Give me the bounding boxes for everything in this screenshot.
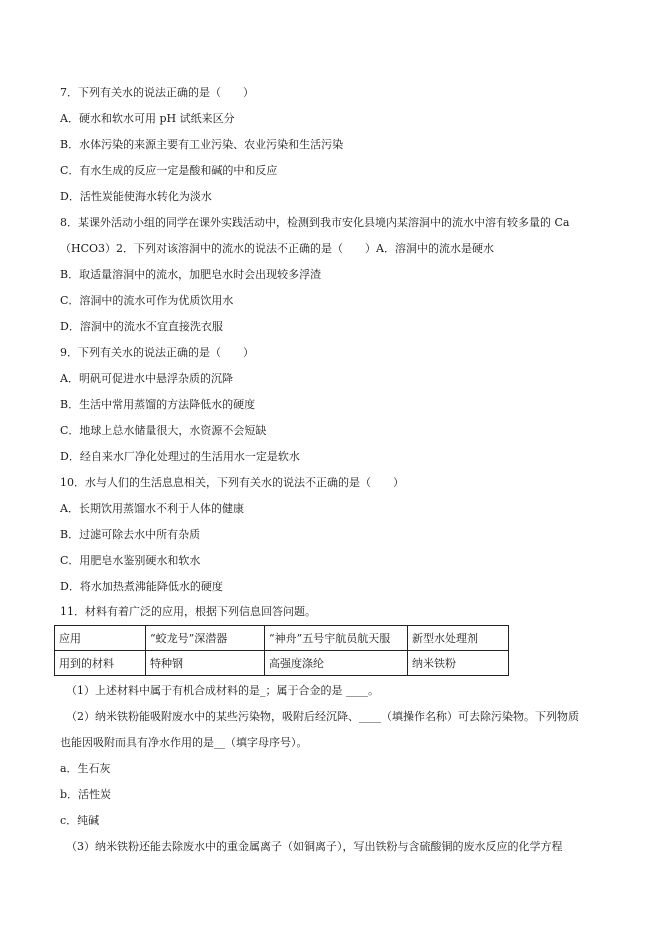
q8-stem-line2: （HCO3）2．下列对该溶洞中的流水的说法不正确的是（ ）A．溶洞中的流水是硬水 (60, 242, 494, 255)
q11-sub3: （3）纳米铁粉还能去除废水中的重金属离子（如铜离子），写出铁粉与含硫酸铜的废水反应的化学方程 (66, 840, 563, 853)
q9-option-b: B．生活中常用蒸馏的方法降低水的硬度 (60, 398, 256, 411)
q11-sub2-line1: （2）纳米铁粉能吸附废水中的某些污染物，吸附后经沉降、____（填操作名称）可去除污染物。下列物质 (66, 710, 579, 723)
q10-option-a: A．长期饮用蒸馏水不利于人体的健康 (60, 502, 244, 515)
q7-option-b: B．水体污染的来源主要有工业污染、农业污染和生活污染 (60, 138, 344, 151)
q8-option-c: C．溶洞中的流水可作为优质饮用水 (60, 294, 234, 307)
q10-option-b: B．过滤可除去水中所有杂质 (60, 528, 201, 541)
table-cell: 高强度涤纶 (265, 651, 408, 676)
table-cell: 应用 (55, 626, 146, 651)
table-cell: “蛟龙号”深潜器 (146, 626, 265, 651)
q11-option-b: b．活性炭 (60, 788, 112, 801)
q11-stem: 11．材料有着广泛的应用，根据下列信息回答问题。 (60, 605, 316, 618)
q10-option-d: D．将水加热煮沸能降低水的硬度 (60, 580, 223, 593)
table-row (55, 651, 509, 676)
q7-option-c: C．有水生成的反应一定是酸和碱的中和反应 (60, 164, 278, 177)
q10-option-c: C．用肥皂水鉴别硬水和软水 (60, 554, 201, 567)
q8-option-b: B．取适量溶洞中的流水，加肥皂水时会出现较多浮渣 (60, 268, 322, 281)
table-cell: 用到的材料 (55, 651, 146, 676)
table-cell: 新型水处理剂 (408, 626, 509, 651)
q9-option-a: A．明矾可促进水中悬浮杂质的沉降 (60, 372, 233, 385)
materials-table (54, 625, 509, 676)
q11-sub1: （1）上述材料中属于有机合成材料的是_；属于合金的是 ____。 (66, 684, 379, 697)
table-row (55, 626, 509, 651)
q8-option-d: D．溶洞中的流水不宜直接洗衣服 (60, 320, 223, 333)
q9-option-d: D．经自来水厂净化处理过的生活用水一定是软水 (60, 450, 300, 463)
table-cell: “神舟”五号宇航员航天服 (265, 626, 408, 651)
q7-stem: 7．下列有关水的说法正确的是（ ） (60, 86, 254, 99)
q8-stem-line1: 8．某课外活动小组的同学在课外实践活动中，检测到我市安化县境内某溶洞中的流水中溶有较多量的 Ca (60, 216, 570, 229)
table-cell: 特种钢 (146, 651, 265, 676)
q9-stem: 9．下列有关水的说法正确的是（ ） (60, 346, 254, 359)
q7-option-a: A．硬水和软水可用 pH 试纸来区分 (60, 112, 235, 125)
q7-option-d: D．活性炭能使海水转化为淡水 (60, 190, 212, 203)
q11-sub2-line2: 也能因吸附而具有净水作用的是__（填字母序号）。 (60, 736, 308, 749)
table-cell: 纳米铁粉 (408, 651, 509, 676)
q11-option-a: a．生石灰 (60, 762, 111, 775)
q9-option-c: C．地球上总水储量很大，水资源不会短缺 (60, 424, 267, 437)
q11-option-c: c．纯碱 (60, 814, 100, 827)
q10-stem: 10．水与人们的生活息息相关，下列有关水的说法不正确的是（ ） (60, 476, 404, 489)
